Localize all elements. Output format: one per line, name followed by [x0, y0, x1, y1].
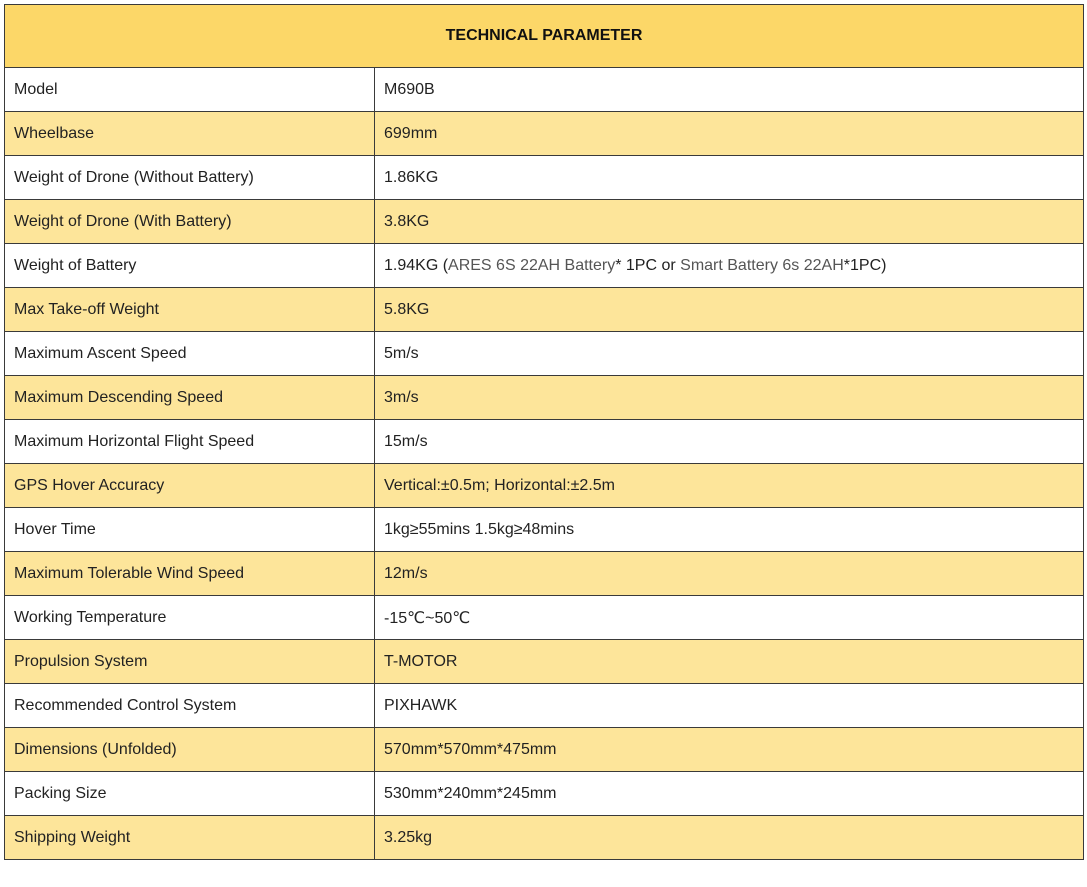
technical-parameter-table	[4, 4, 1084, 860]
table-header-row	[5, 5, 1084, 68]
row-value: 15m/s	[375, 420, 1084, 464]
row-label: Dimensions (Unfolded)	[5, 728, 375, 772]
row-value: M690B	[375, 68, 1084, 112]
row-label: Propulsion System	[5, 640, 375, 684]
table-row	[5, 244, 1084, 288]
row-value: -15℃~50℃	[375, 596, 1084, 640]
row-value	[375, 244, 1084, 288]
row-label: Packing Size	[5, 772, 375, 816]
row-value: 5m/s	[375, 332, 1084, 376]
table-row	[5, 420, 1084, 464]
row-value: Vertical:±0.5m; Horizontal:±2.5m	[375, 464, 1084, 508]
row-label: Recommended Control System	[5, 684, 375, 728]
row-value: T-MOTOR	[375, 640, 1084, 684]
smart-battery-link[interactable]: Smart Battery 6s 22AH	[680, 256, 844, 274]
row-value: 12m/s	[375, 552, 1084, 596]
row-value: PIXHAWK	[375, 684, 1084, 728]
row-label: Max Take-off Weight	[5, 288, 375, 332]
row-label: Maximum Tolerable Wind Speed	[5, 552, 375, 596]
row-label: Wheelbase	[5, 112, 375, 156]
table-row	[5, 288, 1084, 332]
row-label: Maximum Ascent Speed	[5, 332, 375, 376]
table-row	[5, 200, 1084, 244]
table-row	[5, 112, 1084, 156]
row-value: 1kg≥55mins 1.5kg≥48mins	[375, 508, 1084, 552]
row-label: Weight of Drone (Without Battery)	[5, 156, 375, 200]
row-value: 3.8KG	[375, 200, 1084, 244]
row-value: 570mm*570mm*475mm	[375, 728, 1084, 772]
table-row	[5, 728, 1084, 772]
row-label: GPS Hover Accuracy	[5, 464, 375, 508]
row-value: 530mm*240mm*245mm	[375, 772, 1084, 816]
table-row	[5, 552, 1084, 596]
row-value: 3.25kg	[375, 816, 1084, 860]
table-row	[5, 332, 1084, 376]
row-label: Shipping Weight	[5, 816, 375, 860]
table-row	[5, 156, 1084, 200]
row-label: Weight of Drone (With Battery)	[5, 200, 375, 244]
ares-battery-link[interactable]: ARES 6S 22AH Battery	[448, 256, 616, 274]
row-value: 3m/s	[375, 376, 1084, 420]
table-title: TECHNICAL PARAMETER	[5, 5, 1084, 68]
table-row	[5, 684, 1084, 728]
row-value: 5.8KG	[375, 288, 1084, 332]
row-value: 699mm	[375, 112, 1084, 156]
table-row	[5, 772, 1084, 816]
battery-weight-suffix: *1PC)	[843, 256, 887, 274]
row-label: Model	[5, 68, 375, 112]
table-row	[5, 816, 1084, 860]
table-row	[5, 68, 1084, 112]
row-label: Weight of Battery	[5, 244, 375, 288]
battery-weight-prefix: 1.94KG (	[384, 256, 449, 274]
table-row	[5, 376, 1084, 420]
row-label: Maximum Horizontal Flight Speed	[5, 420, 375, 464]
row-label: Maximum Descending Speed	[5, 376, 375, 420]
row-value: 1.86KG	[375, 156, 1084, 200]
table-row	[5, 640, 1084, 684]
row-label: Working Temperature	[5, 596, 375, 640]
table-row	[5, 464, 1084, 508]
battery-weight-middle: * 1PC or	[615, 256, 681, 274]
table-row	[5, 596, 1084, 640]
table-row	[5, 508, 1084, 552]
row-label: Hover Time	[5, 508, 375, 552]
